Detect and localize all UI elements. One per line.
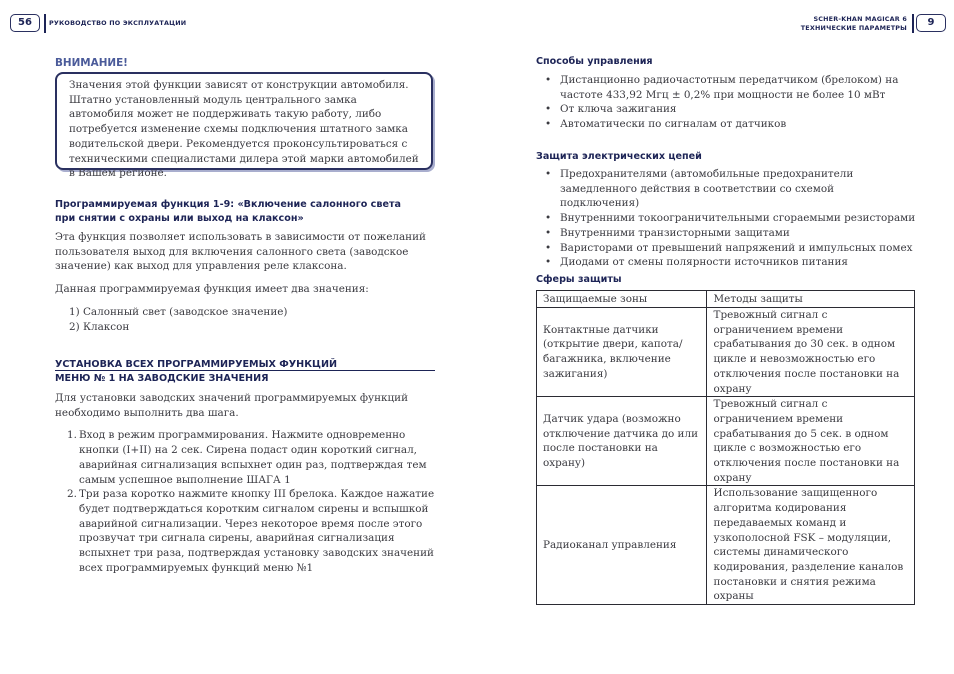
right-header-divider [912,14,914,33]
step-number: 2. [67,488,77,501]
reset-heading-rule [55,370,435,371]
protection-heading: Сферы защиты [536,274,622,285]
list-item: • Варисторами от превышений напряжений и импульсных помех [536,241,916,256]
list-item: • Предохранителями (автомобильные предохранители замедленного действия в соответствии со схемой подключения) [536,167,916,211]
table-header-zones: Защищаемые зоны [537,291,707,308]
table-cell-method: Использование защищенного алгоритма кодирования передаваемых команд и узкополосной FSK – модуляции, системы динамического кодирования, разделение каналов постановки и снятия режима охраны [706,486,914,605]
step-text: Три раза коротко нажмите кнопку III брелока. Каждое нажатие будет подтверждаться коротким сигналом сирены и вспышкой аварийной сигнализации. Через некоторое время после этого прозвучат три сигнала сирены, аварийная сигнализация вспыхнет три раза, подтверждая установку заводских значений всех программируемых функций меню №1 [79,488,435,574]
attention-box [55,72,433,180]
circuit-list [536,167,916,270]
protection-table [536,290,915,605]
circuit-heading: Защита электрических цепей [536,151,702,162]
function-paragraph-2: Данная программируемая функция имеет два значения: [55,283,369,296]
function-description [55,230,427,334]
function-heading: Программируемая функция 1-9: «Включение салонного света при снятии с охраны или выход на клаксон» [55,199,401,224]
reset-heading-line2: МЕНЮ № 1 НА ЗАВОДСКИЕ ЗНАЧЕНИЯ [55,373,269,384]
right-page-number: 9 [916,14,946,32]
table-cell-method: Тревожный сигнал с ограничением времени срабатывания до 30 сек. в одном цикле и невозможностью его отключения после постановки на охрану [706,308,914,397]
reset-section [55,391,435,575]
control-heading: Способы управления [536,56,653,67]
right-header-title-line2: ТЕХНИЧЕСКИЕ ПАРАМЕТРЫ [800,24,907,32]
function-value-1: 1) Салонный свет (заводское значение) [69,305,288,318]
reset-step [55,428,435,487]
reset-step [55,487,435,575]
left-header-divider [44,14,46,33]
reset-steps [55,428,435,575]
table-cell-zone: Радиоканал управления [537,486,707,605]
table-cell-zone: Контактные датчики (открытие двери, капота/багажника, включение зажигания) [537,308,707,397]
attention-text: Значения этой функции зависят от конструкции автомобиля. Штатно установленный модуль центрального замка автомобиля может не поддерживать такую работу, либо потребуется изменение схемы подключения штатного замка водительской двери. Рекомендуется проконсультироваться с техническими специалистами дилера этой марки автомобилей в Вашем регионе. [69,79,419,180]
step-number: 1. [67,429,77,442]
left-page-number: 56 [10,14,40,32]
table-row [537,397,915,486]
table-header-row [537,291,915,308]
table-cell-method: Тревожный сигнал с ограничением времени срабатывания до 5 сек. в одном цикле с возможностью его отключения после постановки на охрану [706,397,914,486]
attention-heading: ВНИМАНИЕ! [55,57,128,69]
table-header-methods: Методы защиты [706,291,914,308]
circuit-list-block [536,167,916,270]
reset-heading-line1: УСТАНОВКА ВСЕХ ПРОГРАММИРУЕМЫХ ФУНКЦИЙ [55,359,338,370]
table-cell-zone: Датчик удара (возможно отключение датчика до или после постановки на охрану) [537,397,707,486]
table-row [537,486,915,605]
list-item: • Автоматически по сигналам от датчиков [536,117,916,132]
function-paragraph-1: Эта функция позволяет использовать в зависимости от пожеланий пользователя выход для включения салонного света (заводское значение) как выход для управления реле клаксона. [55,231,426,273]
right-header-title [801,15,907,33]
reset-heading [55,358,435,386]
left-header-title: РУКОВОДСТВО ПО ЭКСПЛУАТАЦИИ [49,19,187,27]
step-text: Вход в режим программирования. Нажмите одновременно кнопки (I+II) на 2 сек. Сирена подаст один короткий сигнал, аварийная сигнализация вспыхнет один раз, подтверждая тем самым успешное выполнение ШАГА 1 [79,429,427,486]
list-item: • Дистанционно радиочастотным передатчиком (брелоком) на частоте 433,92 Мгц ± 0,2% при мощности не более 10 мВт [536,73,916,102]
control-list [536,73,916,132]
list-item: • От ключа зажигания [536,102,916,117]
list-item: • Диодами от смены полярности источников питания [536,255,916,270]
list-item: • Внутренними токоограничительными сгораемыми резисторами [536,211,916,226]
list-item: • Внутренними транзисторными защитами [536,226,916,241]
right-header-title-line1: SCHER-KHAN MAGICAR 6 [813,15,907,23]
control-list-block [536,73,916,132]
table-row [537,308,915,397]
reset-intro: Для установки заводских значений программируемых функций необходимо выполнить два шага. [55,392,409,419]
function-value-2: 2) Клаксон [69,320,130,333]
